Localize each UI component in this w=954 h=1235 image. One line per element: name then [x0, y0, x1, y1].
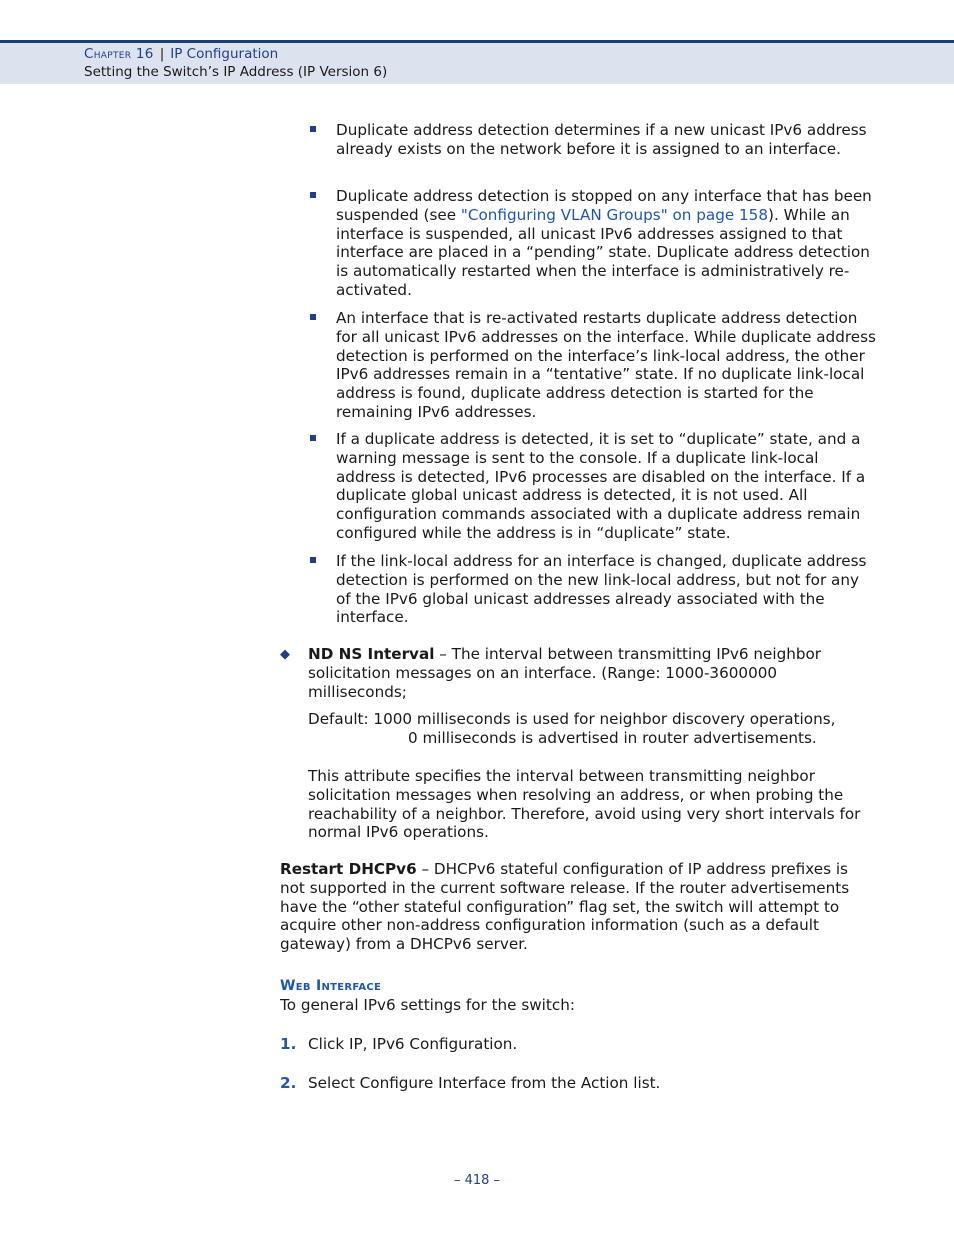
step-number: 1. — [280, 1035, 297, 1053]
default-line-1: Default: 1000 milliseconds is used for neighbor discovery operations, — [308, 710, 836, 728]
web-interface-heading: Web Interface — [280, 978, 382, 994]
section-title: Setting the Switch’s IP Address (IP Version 6) — [84, 64, 388, 80]
restart-dhcpv6-term: Restart DHCPv6 — [280, 860, 417, 878]
web-interface-intro: To general IPv6 settings for the switch: — [280, 996, 575, 1014]
chapter-title: IP Configuration — [170, 46, 279, 62]
bullet-item: Duplicate address detection determines if a new unicast IPv6 address already exists on the network before it is assigned to an interface. — [336, 121, 867, 158]
bullet-square-icon — [310, 126, 316, 132]
diamond-bullet-icon: ◆ — [280, 647, 290, 662]
chapter-label: Chapter 16 — [84, 46, 154, 62]
bullet-square-icon — [310, 314, 316, 320]
bullet-text: Duplicate address detection is stopped on any interface that has been suspended (see — [336, 187, 872, 224]
nd-ns-interval-desc: – The interval between transmitting IPv6 neighbor solicitation messages on an interface. (Range: 1000-3600000 milliseconds; — [308, 645, 822, 701]
step-text: Select Configure Interface from the Action list. — [308, 1074, 661, 1092]
bullet-item: If the link-local address for an interface is changed, duplicate address detection is performed on the new link-local address, but not for any of the IPv6 global unicast addresses already associated with the interface. — [336, 552, 867, 627]
bullet-square-icon — [310, 435, 316, 441]
bullet-item: If a duplicate address is detected, it is set to “duplicate” state, and a warning message is sent to the console. If a duplicate link-local address is detected, IPv6 processes are disabled on the interface. If a duplicate global unicast address is detected, it is not used. All configuration commands associated with a duplicate address remain configured while the address is in “duplicate” state. — [336, 430, 866, 542]
nd-ns-interval-term: ND NS Interval — [308, 645, 435, 663]
nd-ns-interval-note: This attribute specifies the interval between transmitting neighbor solicitation messages when resolving an address, or when probing the reachability of a neighbor. Therefore, avoid using very short intervals for normal IPv6 operations. — [308, 767, 861, 842]
bullet-square-icon — [310, 557, 316, 563]
cross-reference-link[interactable]: "Configuring VLAN Groups" on page 158 — [460, 205, 769, 224]
nd-ns-interval-item — [308, 645, 868, 701]
bullet-text: ). While an interface is suspended, all unicast IPv6 addresses assigned to that interface are placed in a “pending” state. Duplicate address detection is automatically restarted when the interface is administratively re-activated. — [336, 205, 870, 299]
bullet-item — [336, 187, 876, 300]
page-number: – 418 – — [453, 1173, 501, 1188]
default-line-2: 0 milliseconds is advertised in router advertisements. — [408, 729, 817, 747]
restart-dhcpv6-paragraph — [280, 860, 870, 954]
header-separator: | — [159, 46, 165, 62]
bullet-square-icon — [310, 192, 316, 198]
bullet-item: An interface that is re-activated restarts duplicate address detection for all unicast IPv6 addresses on the interface. While duplicate address detection is performed on the interface’s link-local address, the other IPv6 addresses remain in a “tentative” state. If no duplicate link-local address is found, duplicate address detection is started for the remaining IPv6 addresses. — [336, 309, 876, 421]
step-number: 2. — [280, 1074, 297, 1092]
step-text: Click IP, IPv6 Configuration. — [308, 1035, 518, 1053]
restart-dhcpv6-desc: – DHCPv6 stateful configuration of IP address prefixes is not supported in the current software release. If the router advertisements have the “other stateful configuration” flag set, the switch will attempt to acquire other non-address configuration information (such as a default gateway) from a DHCPv6 server. — [280, 860, 850, 953]
chapter-heading — [84, 46, 278, 62]
